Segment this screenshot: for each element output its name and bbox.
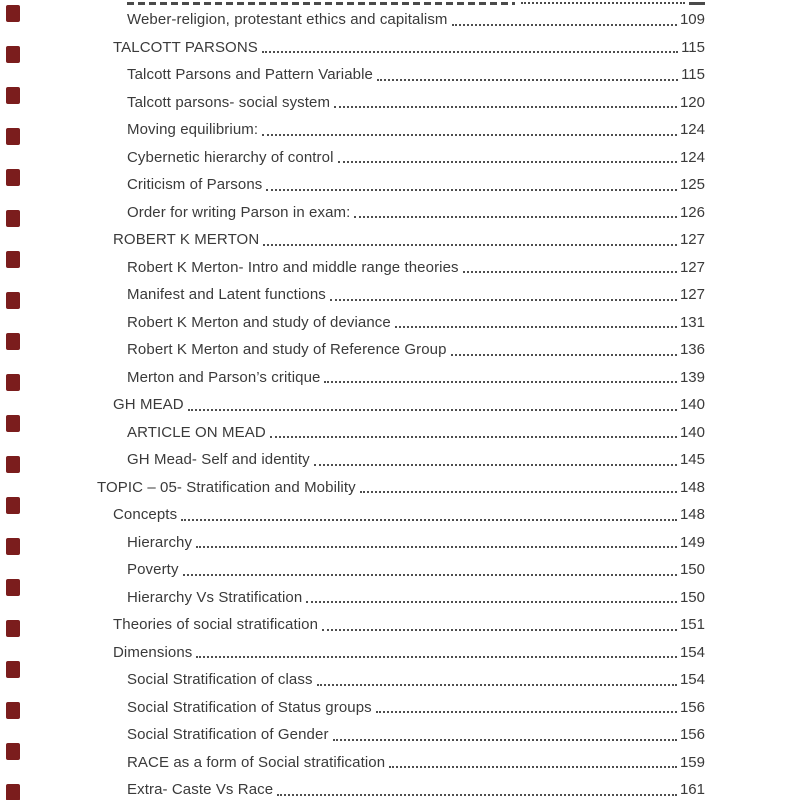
toc-entry-label: Hierarchy: [127, 533, 193, 551]
toc-entry-label: Dimensions: [113, 643, 193, 661]
dotted-leader: [262, 51, 678, 53]
toc-entry-label: Extra- Caste Vs Race: [127, 781, 274, 799]
toc-entry[interactable]: [0, 749, 705, 777]
toc-entry-page-number: 131: [679, 313, 705, 331]
toc-entry-label: Concepts: [113, 506, 178, 524]
dotted-leader: [306, 601, 677, 603]
dotted-leader: [266, 189, 677, 191]
toc-entry-label: Order for writing Parson in exam:: [127, 203, 351, 221]
toc-entry-label: GH Mead- Self and identity: [127, 451, 310, 469]
toc-entry-page-number: 127: [679, 286, 705, 304]
toc-entry[interactable]: [0, 446, 705, 474]
toc-entry-label: TALCOTT PARSONS: [113, 38, 258, 56]
toc-entry[interactable]: [0, 171, 705, 199]
dotted-leader: [463, 271, 677, 273]
dotted-leader: [376, 711, 677, 713]
toc-entry[interactable]: [0, 611, 705, 639]
cut-off-page-number-fragment: [689, 2, 705, 5]
toc-entry-label: Criticism of Parsons: [127, 176, 263, 194]
toc-entry-label: Cybernetic hierarchy of control: [127, 148, 334, 166]
dotted-leader: [395, 326, 677, 328]
toc-entry-label: RACE as a form of Social stratification: [127, 753, 386, 771]
toc-entry-page-number: 127: [679, 231, 705, 249]
toc-entry[interactable]: [0, 89, 705, 117]
toc-entry-label: Social Stratification of class: [127, 671, 313, 689]
toc-entry-label: Social Stratification of Status groups: [127, 698, 372, 716]
red-edge-mark: [6, 702, 20, 719]
cut-off-line: [127, 0, 705, 5]
dotted-leader: [270, 436, 677, 438]
toc-entry-label: Theories of social stratification: [113, 616, 319, 634]
red-edge-mark: [6, 87, 20, 104]
dotted-leader: [338, 161, 677, 163]
toc-entry-page-number: 154: [679, 671, 705, 689]
red-edge-mark: [6, 579, 20, 596]
red-edge-mark: [6, 128, 20, 145]
toc-entry-page-number: 151: [679, 616, 705, 634]
toc-entry-label: Manifest and Latent functions: [127, 286, 326, 304]
toc-entry-label: Merton and Parson’s critique: [127, 368, 321, 386]
toc-entry-page-number: 125: [679, 176, 705, 194]
toc-entry[interactable]: [0, 199, 705, 227]
toc-entry-page-number: 154: [679, 643, 705, 661]
toc-entry[interactable]: [0, 336, 705, 364]
toc-entry-page-number: 149: [679, 533, 705, 551]
toc-entry-page-number: 148: [679, 478, 705, 496]
toc-entry[interactable]: [0, 144, 705, 172]
toc-entry[interactable]: [0, 34, 705, 62]
red-edge-mark: [6, 538, 20, 555]
dotted-leader: [317, 684, 677, 686]
dotted-leader: [360, 491, 677, 493]
toc-entry-page-number: 139: [679, 368, 705, 386]
red-edge-mark: [6, 210, 20, 227]
dotted-leader: [451, 354, 677, 356]
red-edge-mark: [6, 415, 20, 432]
cut-off-leader-dots: [521, 2, 685, 4]
toc-entry-page-number: 161: [679, 781, 705, 799]
toc-entry-page-number: 140: [679, 396, 705, 414]
dotted-leader: [330, 299, 677, 301]
toc-entry-label: GH MEAD: [113, 396, 184, 414]
toc-entry[interactable]: [0, 61, 705, 89]
dotted-leader: [314, 464, 677, 466]
toc-entry-label: Social Stratification of Gender: [127, 726, 329, 744]
toc-entry-page-number: 124: [679, 121, 705, 139]
toc-entry[interactable]: [0, 116, 705, 144]
toc-entry-label: Talcott Parsons and Pattern Variable: [127, 66, 373, 84]
toc-entry-page-number: 159: [679, 753, 705, 771]
red-edge-mark: [6, 497, 20, 514]
red-edge-mark: [6, 46, 20, 63]
toc-entry[interactable]: [0, 639, 705, 667]
toc-entry[interactable]: [0, 309, 705, 337]
red-edge-mark: [6, 374, 20, 391]
dotted-leader: [452, 24, 677, 26]
red-edge-mark: [6, 620, 20, 637]
red-edge-mark: [6, 169, 20, 186]
dotted-leader: [322, 629, 677, 631]
toc-entry[interactable]: [0, 501, 705, 529]
dotted-leader: [377, 79, 678, 81]
toc-entry[interactable]: [0, 721, 705, 749]
dotted-leader: [333, 739, 677, 741]
toc-entry[interactable]: [0, 364, 705, 392]
toc-entry-page-number: 145: [679, 451, 705, 469]
toc-entry-label: Moving equilibrium:: [127, 121, 259, 139]
toc-entry-label: ROBERT K MERTON: [113, 231, 260, 249]
toc-entry[interactable]: [0, 556, 705, 584]
dotted-leader: [262, 134, 677, 136]
dotted-leader: [181, 519, 677, 521]
toc-entry-label: Robert K Merton and study of deviance: [127, 313, 391, 331]
toc-entry-page-number: 140: [679, 423, 705, 441]
cut-off-text-fragment: [127, 2, 515, 5]
dotted-leader: [354, 216, 677, 218]
red-edge-mark: [6, 661, 20, 678]
dotted-leader: [277, 794, 677, 796]
toc-entry-page-number: 120: [679, 93, 705, 111]
red-edge-mark: [6, 333, 20, 350]
toc-entry-label: Talcott parsons- social system: [127, 93, 331, 111]
toc-entry-page-number: 115: [681, 66, 705, 84]
toc-entry-page-number: 136: [679, 341, 705, 359]
toc-entry-label: Weber-religion, protestant ethics and capitalism: [127, 11, 448, 29]
toc-entry-page-number: 115: [681, 38, 705, 56]
toc-entry-page-number: 156: [679, 726, 705, 744]
dotted-leader: [263, 244, 677, 246]
toc-list: [0, 6, 800, 800]
dotted-leader: [188, 409, 677, 411]
toc-entry-label: Robert K Merton- Intro and middle range theories: [127, 258, 459, 276]
red-edge-mark: [6, 251, 20, 268]
toc-entry-label: Poverty: [127, 561, 179, 579]
toc-entry-page-number: 126: [679, 203, 705, 221]
toc-entry[interactable]: [0, 419, 705, 447]
toc-entry-label: Hierarchy Vs Stratification: [127, 588, 303, 606]
toc-entry[interactable]: [0, 776, 705, 800]
toc-entry-page-number: 150: [679, 588, 705, 606]
toc-entry-label: TOPIC – 05- Stratification and Mobility: [97, 478, 356, 496]
toc-entry[interactable]: [0, 226, 705, 254]
toc-entry[interactable]: [0, 254, 705, 282]
toc-entry[interactable]: [0, 281, 705, 309]
dotted-leader: [334, 106, 677, 108]
dotted-leader: [183, 574, 677, 576]
toc-entry-page-number: 127: [679, 258, 705, 276]
toc-entry[interactable]: [0, 694, 705, 722]
red-edge-mark: [6, 292, 20, 309]
red-edge-mark: [6, 784, 20, 800]
toc-entry-label: ARTICLE ON MEAD: [127, 423, 266, 441]
toc-entry[interactable]: [0, 666, 705, 694]
dotted-leader: [389, 766, 677, 768]
toc-entry[interactable]: [0, 6, 705, 34]
toc-entry-page-number: 156: [679, 698, 705, 716]
dotted-leader: [196, 656, 677, 658]
dotted-leader: [196, 546, 677, 548]
toc-entry-page-number: 148: [679, 506, 705, 524]
toc-entry-page-number: 124: [679, 148, 705, 166]
toc-entry[interactable]: [0, 474, 705, 502]
red-edge-mark: [6, 456, 20, 473]
toc-entry-page-number: 109: [679, 11, 705, 29]
toc-entry-page-number: 150: [679, 561, 705, 579]
toc-entry-label: Robert K Merton and study of Reference Group: [127, 341, 447, 359]
red-edge-mark: [6, 743, 20, 760]
toc-entry[interactable]: [0, 529, 705, 557]
toc-entry[interactable]: [0, 391, 705, 419]
toc-entry[interactable]: [0, 584, 705, 612]
red-edge-mark: [6, 5, 20, 22]
dotted-leader: [324, 381, 677, 383]
